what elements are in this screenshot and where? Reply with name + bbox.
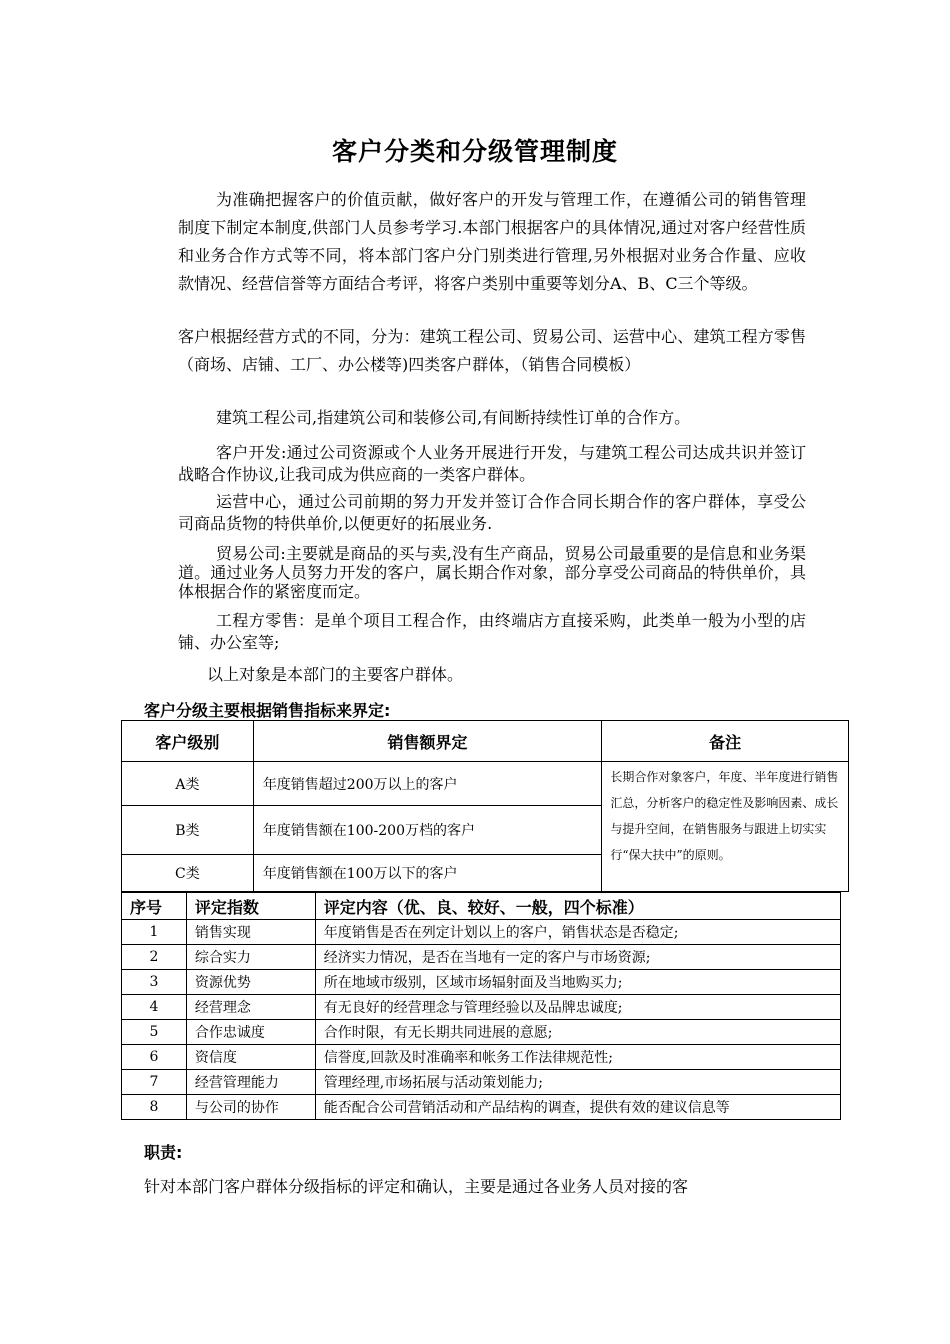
grade-table-header <box>122 721 849 762</box>
criteria-number: 2 <box>122 945 187 970</box>
criteria-index: 资源优势 <box>186 970 315 995</box>
criteria-number: 8 <box>122 1095 187 1120</box>
duty-paragraph: 针对本部门客户群体分级指标的评定和确认，主要是通过各业务人员对接的客 <box>144 1177 689 1196</box>
table-row <box>122 920 841 945</box>
grade-table <box>121 720 849 892</box>
header-level: 客户级别 <box>122 721 254 762</box>
client-development-paragraph: 客户开发:通过公司资源或个人业务开展进行开发，与建筑工程公司达成共识并签订战略合作协议,让我司成为供应商的一类客户群体。 <box>178 443 806 484</box>
header-number: 序号 <box>122 893 187 920</box>
criteria-content: 经济实力情况，是否在当地有一定的客户与市场资源; <box>315 945 840 970</box>
criteria-number: 1 <box>122 920 187 945</box>
criteria-content: 有无良好的经营理念与管理经验以及品牌忠诚度; <box>315 995 840 1020</box>
criteria-content: 信誉度,回款及时准确率和帐务工作法律规范性; <box>315 1045 840 1070</box>
criteria-index: 资信度 <box>186 1045 315 1070</box>
criteria-table-header <box>122 893 841 920</box>
criteria-number: 6 <box>122 1045 187 1070</box>
criteria-index: 综合实力 <box>186 945 315 970</box>
table-row <box>122 945 841 970</box>
main-clients-paragraph: 以上对象是本部门的主要客户群体。 <box>207 665 464 684</box>
grade-sales: 年度销售额在100-200万档的客户 <box>253 806 602 855</box>
trading-company-paragraph: 贸易公司:主要就是商品的买与卖,没有生产商品，贸易公司最重要的是信息和业务渠道。通过业务人员努力开发的客户，属长期合作对象，部分享受公司商品的特供单价，具体根据合作的紧密度而定。 <box>178 544 806 601</box>
retail-paragraph: 工程方零售：是单个项目工程合作，由终端店方直接采购，此类单一般为小型的店铺、办公室等; <box>178 611 806 652</box>
table-row <box>122 1095 841 1120</box>
document-title: 客户分类和分级管理制度 <box>331 137 618 166</box>
grade-level: B类 <box>122 806 254 855</box>
header-sales: 销售额界定 <box>253 721 602 762</box>
criteria-content: 管理经理,市场拓展与活动策划能力; <box>315 1070 840 1095</box>
grade-level: C类 <box>122 855 254 892</box>
operations-center-paragraph: 运营中心，通过公司前期的努力开发并签订合作合同长期合作的客户群体，享受公司商品货物的特供单价,以便更好的拓展业务. <box>178 492 806 533</box>
criteria-number: 7 <box>122 1070 187 1095</box>
classification-paragraph: 客户根据经营方式的不同，分为：建筑工程公司、贸易公司、运营中心、建筑工程方零售（商场、店铺、工厂、办公楼等)四类客户群体，（销售合同模板） <box>178 327 806 374</box>
criteria-index: 经营管理能力 <box>186 1070 315 1095</box>
grade-level: A类 <box>122 762 254 806</box>
table-row <box>122 1070 841 1095</box>
criteria-table <box>121 892 841 1120</box>
criteria-index: 合作忠诚度 <box>186 1020 315 1045</box>
criteria-content: 能否配合公司营销活动和产品结构的调查，提供有效的建议信息等 <box>315 1095 840 1120</box>
header-index: 评定指数 <box>186 893 315 920</box>
grade-sales: 年度销售额在100万以下的客户 <box>253 855 602 892</box>
table-row <box>122 995 841 1020</box>
table-row <box>122 1045 841 1070</box>
header-content: 评定内容（优、良、较好、一般，四个标准） <box>315 893 840 920</box>
table-row <box>122 1020 841 1045</box>
header-note: 备注 <box>602 721 849 762</box>
construction-paragraph: 建筑工程公司,指建筑公司和装修公司,有间断持续性订单的合作方。 <box>216 408 691 427</box>
duty-heading: 职责: <box>144 1143 183 1162</box>
criteria-content: 所在地域市级别，区域市场辐射面及当地购买力; <box>315 970 840 995</box>
table-row <box>122 762 849 806</box>
criteria-content: 年度销售是否在列定计划以上的客户，销售状态是否稳定; <box>315 920 840 945</box>
grade-note: 长期合作对象客户，年度、半年度进行销售汇总，分析客户的稳定性及影响因素、成长与提升空间，在销售服务与跟进上切实实行“保大扶中”的原则。 <box>602 762 849 892</box>
criteria-index: 销售实现 <box>186 920 315 945</box>
criteria-number: 3 <box>122 970 187 995</box>
criteria-number: 4 <box>122 995 187 1020</box>
criteria-index: 与公司的协作 <box>186 1095 315 1120</box>
criteria-index: 经营理念 <box>186 995 315 1020</box>
criteria-number: 5 <box>122 1020 187 1045</box>
grading-heading: 客户分级主要根据销售指标来界定: <box>144 701 391 720</box>
grade-sales: 年度销售超过200万以上的客户 <box>253 762 602 806</box>
intro-paragraph: 为准确把握客户的价值贡献，做好客户的开发与管理工作，在遵循公司的销售管理制度下制定本制度,供部门人员参考学习.本部门根据客户的具体情况,通过对客户经营性质和业务合作方式等不同，将本部门客户分门别类进行管理,另外根据对业务合作量、应收款情况、经营信誉等方面结合考评，将客户类别中重要等划分A、B、C三个等级。 <box>178 190 806 293</box>
table-row <box>122 970 841 995</box>
criteria-content: 合作时限，有无长期共同进展的意愿; <box>315 1020 840 1045</box>
